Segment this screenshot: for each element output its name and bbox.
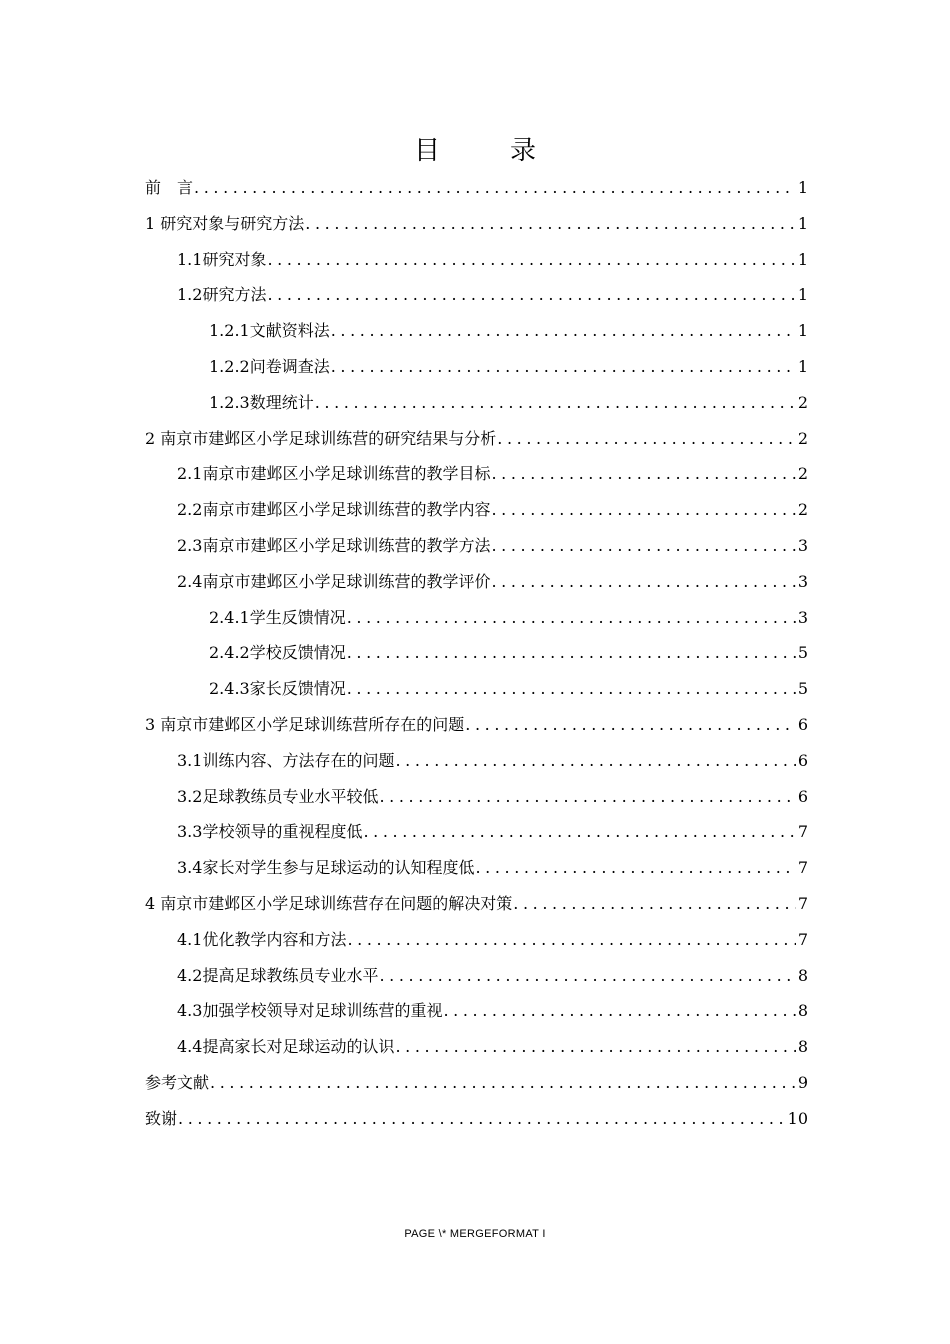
toc-entry[interactable] (145, 886, 808, 922)
toc-entry[interactable] (145, 814, 808, 850)
toc-page-number: 1 (797, 249, 808, 269)
toc-dot-leader (491, 492, 795, 528)
toc-entry-text: 1.2.3数理统计 (209, 392, 314, 412)
toc-entry[interactable] (145, 313, 808, 349)
toc-entry[interactable] (145, 528, 808, 564)
toc-entry[interactable] (145, 349, 808, 385)
toc-dot-leader (491, 456, 795, 492)
toc-entry[interactable] (145, 922, 808, 958)
toc-entry[interactable] (145, 1029, 808, 1065)
toc-entry-text: 4.3加强学校领导对足球训练营的重视 (177, 1001, 443, 1021)
toc-dot-leader (347, 600, 796, 636)
toc-page-number: 8 (797, 965, 808, 985)
toc-entry-text: 3.3学校领导的重视程度低 (177, 822, 363, 842)
toc-entry-text: 1.2.1文献资料法 (209, 321, 330, 341)
toc-entry-text: 参考文献 (145, 1072, 210, 1092)
toc-dot-leader (194, 170, 796, 206)
toc-entry-text: 3.4家长对学生参与足球运动的认知程度低 (177, 858, 475, 878)
toc-dot-leader (178, 1101, 786, 1137)
toc-entry-text: 4.4提高家长对足球运动的认识 (177, 1037, 395, 1057)
toc-page-number: 2 (797, 464, 808, 484)
toc-entry[interactable] (145, 456, 808, 492)
toc-entry-text: 1.2研究方法 (177, 285, 267, 305)
toc-page-number: 6 (797, 714, 808, 734)
toc-entry[interactable] (145, 564, 808, 600)
toc-entry[interactable] (145, 993, 808, 1029)
toc-entry-text: 1.2.2问卷调查法 (209, 356, 330, 376)
toc-page-number: 3 (797, 607, 808, 627)
toc-entry[interactable] (145, 242, 808, 278)
toc-entry-text: 3 南京市建邺区小学足球训练营所存在的问题 (145, 714, 465, 734)
toc-dot-leader (491, 528, 795, 564)
toc-entry-text: 致谢 (145, 1108, 178, 1128)
toc-entry[interactable] (145, 779, 808, 815)
toc-title: 目 录 (413, 136, 558, 166)
toc-entry[interactable] (145, 170, 808, 206)
toc-entry[interactable] (145, 1065, 808, 1101)
toc-dot-leader (315, 385, 796, 421)
toc-dot-leader (210, 1065, 796, 1101)
toc-entry[interactable] (145, 635, 808, 671)
toc-dot-leader (347, 635, 796, 671)
toc-dot-leader (347, 671, 796, 707)
toc-dot-leader (267, 242, 795, 278)
toc-page-number: 7 (797, 929, 808, 949)
toc-page-number: 1 (797, 356, 808, 376)
toc-entry-text: 2.1南京市建邺区小学足球训练营的教学目标 (177, 464, 491, 484)
toc-entry[interactable] (145, 492, 808, 528)
toc-page-number: 2 (797, 392, 808, 412)
toc-page-number: 7 (797, 822, 808, 842)
toc-entry[interactable] (145, 385, 808, 421)
toc-entry-text: 2.4.1学生反馈情况 (209, 607, 346, 627)
toc-page-number: 7 (797, 893, 808, 913)
toc-entry[interactable] (145, 958, 808, 994)
toc-entry-text: 2 南京市建邺区小学足球训练营的研究结果与分析 (145, 428, 497, 448)
toc-dot-leader (443, 993, 795, 1029)
toc-page-number: 8 (797, 1001, 808, 1021)
toc-entry-text: 4.1优化教学内容和方法 (177, 929, 347, 949)
toc-page-number: 3 (797, 571, 808, 591)
toc-dot-leader (475, 850, 795, 886)
toc-dot-leader (395, 1029, 795, 1065)
toc-dot-leader (347, 922, 795, 958)
page-footer-field: PAGE \* MERGEFORMAT I (404, 1228, 546, 1240)
toc-page-number: 3 (797, 535, 808, 555)
toc-page-number: 7 (797, 858, 808, 878)
toc-dot-leader (331, 313, 796, 349)
toc-page-number: 5 (797, 643, 808, 663)
toc-page-number: 9 (797, 1072, 808, 1092)
toc-dot-leader (513, 886, 796, 922)
toc-entry[interactable] (145, 1101, 808, 1137)
toc-entry-text: 4 南京市建邺区小学足球训练营存在问题的解决对策 (145, 893, 513, 913)
toc-entry[interactable] (145, 707, 808, 743)
toc-entry[interactable] (145, 421, 808, 457)
toc-entry-text: 3.2足球教练员专业水平较低 (177, 786, 379, 806)
toc-entry-text: 1 研究对象与研究方法 (145, 213, 305, 233)
toc-entry[interactable] (145, 206, 808, 242)
toc-page-number: 5 (797, 679, 808, 699)
toc-dot-leader (305, 206, 796, 242)
toc-entry[interactable] (145, 850, 808, 886)
toc-entry-text: 2.2南京市建邺区小学足球训练营的教学内容 (177, 500, 491, 520)
toc-dot-leader (491, 564, 795, 600)
toc-page-number: 6 (797, 786, 808, 806)
toc-entry[interactable] (145, 671, 808, 707)
toc-page-number: 1 (797, 178, 808, 197)
toc-dot-leader (465, 707, 796, 743)
toc-entry-text: 2.4.2学校反馈情况 (209, 643, 346, 663)
toc-entry-text: 2.4南京市建邺区小学足球训练营的教学评价 (177, 571, 491, 591)
toc-page-number: 2 (797, 500, 808, 520)
toc-page-number: 6 (797, 750, 808, 770)
toc-entry-text: 1.1研究对象 (177, 249, 267, 269)
toc-dot-leader (497, 421, 796, 457)
toc-dot-leader (379, 779, 795, 815)
toc-page-number: 1 (797, 213, 808, 233)
toc-page-number: 1 (797, 285, 808, 305)
toc-entry-text: 2.3南京市建邺区小学足球训练营的教学方法 (177, 535, 491, 555)
toc-entry[interactable] (145, 743, 808, 779)
toc-dot-leader (331, 349, 796, 385)
toc-entry-text: 4.2提高足球教练员专业水平 (177, 965, 379, 985)
toc-dot-leader (267, 277, 795, 313)
toc-entry[interactable] (145, 277, 808, 313)
toc-entry-text: 3.1训练内容、方法存在的问题 (177, 750, 395, 770)
toc-dot-leader (379, 958, 795, 994)
toc-page-number: 10 (787, 1108, 808, 1128)
toc-dot-leader (363, 814, 795, 850)
toc-page-number: 2 (797, 428, 808, 448)
toc-page-number: 1 (797, 321, 808, 341)
toc-entry-text: 前 言 (145, 178, 194, 197)
toc-entry-text: 2.4.3家长反馈情况 (209, 679, 346, 699)
table-of-contents (145, 170, 808, 1137)
toc-page-number: 8 (797, 1037, 808, 1057)
toc-entry[interactable] (145, 600, 808, 636)
toc-dot-leader (395, 743, 795, 779)
